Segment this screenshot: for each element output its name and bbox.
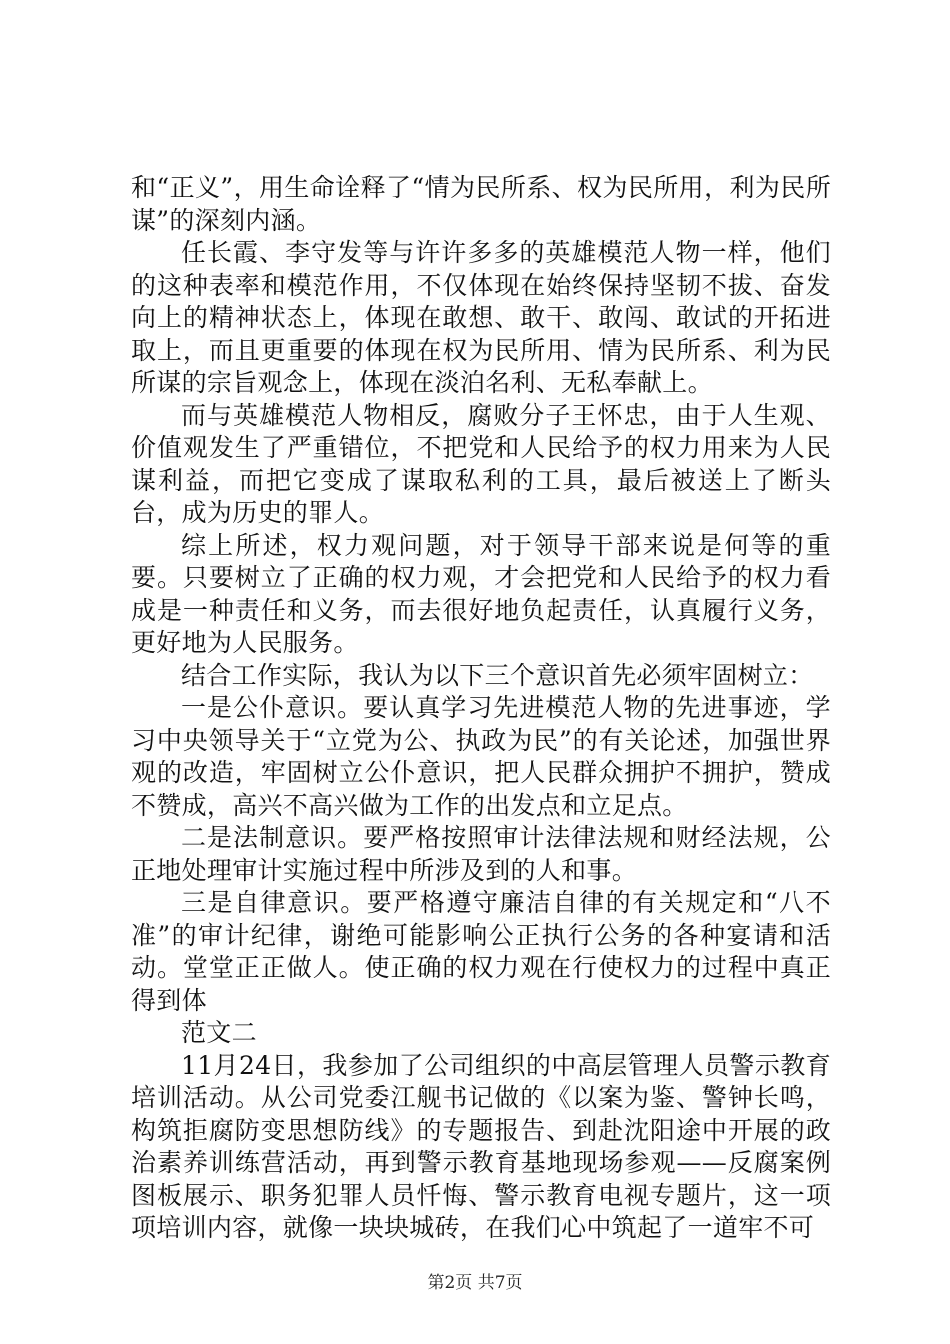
paragraph-1: 和“正义”，用生命诠释了“情为民所系、权为民所用，利为民所谋”的深刻内涵。	[131, 173, 831, 235]
paragraph-3: 而与英雄模范人物相反，腐败分子王怀忠，由于人生观、价值观发生了严重错位，不把党和人民给予的权力用来为人民谋利益，而把它变成了谋取私利的工具，最后被送上了断头台，成为历史的罪人。	[131, 400, 831, 527]
page-number-footer: 第2页 共7页	[427, 1273, 523, 1293]
section-heading: 范文二	[181, 1018, 257, 1047]
paragraph-4: 综上所述，权力观问题，对于领导干部来说是何等的重要。只要树立了正确的权力观，才会把党和人民给予的权力看成是一种责任和义务，而去很好地负起责任，认真履行义务，更好地为人民服务。	[131, 530, 831, 657]
paragraph-6: 一是公仆意识。要认真学习先进模范人物的先进事迹，学习中央领导关于“立党为公、执政为民”的有关论述，加强世界观的改造，牢固树立公仆意识，把人民群众拥护不拥护，赞成不赞成，高兴不高兴做为工作的出发点和立足点。	[131, 693, 831, 820]
paragraph-7: 二是法制意识。要严格按照审计法律法规和财经法规，公正地处理审计实施过程中所涉及到的人和事。	[131, 823, 831, 885]
paragraph-8: 三是自律意识。要严格遵守廉洁自律的有关规定和“八不准”的审计纪律，谢绝可能影响公正执行公务的各种宴请和活动。堂堂正正做人。使正确的权力观在行使权力的过程中真正得到体	[131, 888, 831, 1015]
document-body	[131, 172, 831, 1245]
paragraph-9: 11月24日，我参加了公司组织的中高层管理人员警示教育培训活动。从公司党委江舰书记做的《以案为鉴、警钟长鸣，构筑拒腐防变思想防线》的专题报告、到赴沈阳途中开展的政治素养训练营活动，再到警示教育基地现场参观——反腐案例图板展示、职务犯罪人员忏悔、警示教育电视专题片，这一项项培训内容，就像一块块城砖，在我们心中筑起了一道牢不可	[131, 1050, 831, 1242]
paragraph-5: 结合工作实际，我认为以下三个意识首先必须牢固树立：	[181, 660, 814, 690]
paragraph-2: 任长霞、李守发等与许许多多的英雄模范人物一样，他们的这种表率和模范作用，不仅体现在始终保持坚韧不拔、奋发向上的精神状态上，体现在敢想、敢干、敢闯、敢试的开拓进取上，而且更重要的体现在权为民所用、情为民所系、利为民所谋的宗旨观念上，体现在淡泊名利、无私奉献上。	[131, 238, 831, 397]
